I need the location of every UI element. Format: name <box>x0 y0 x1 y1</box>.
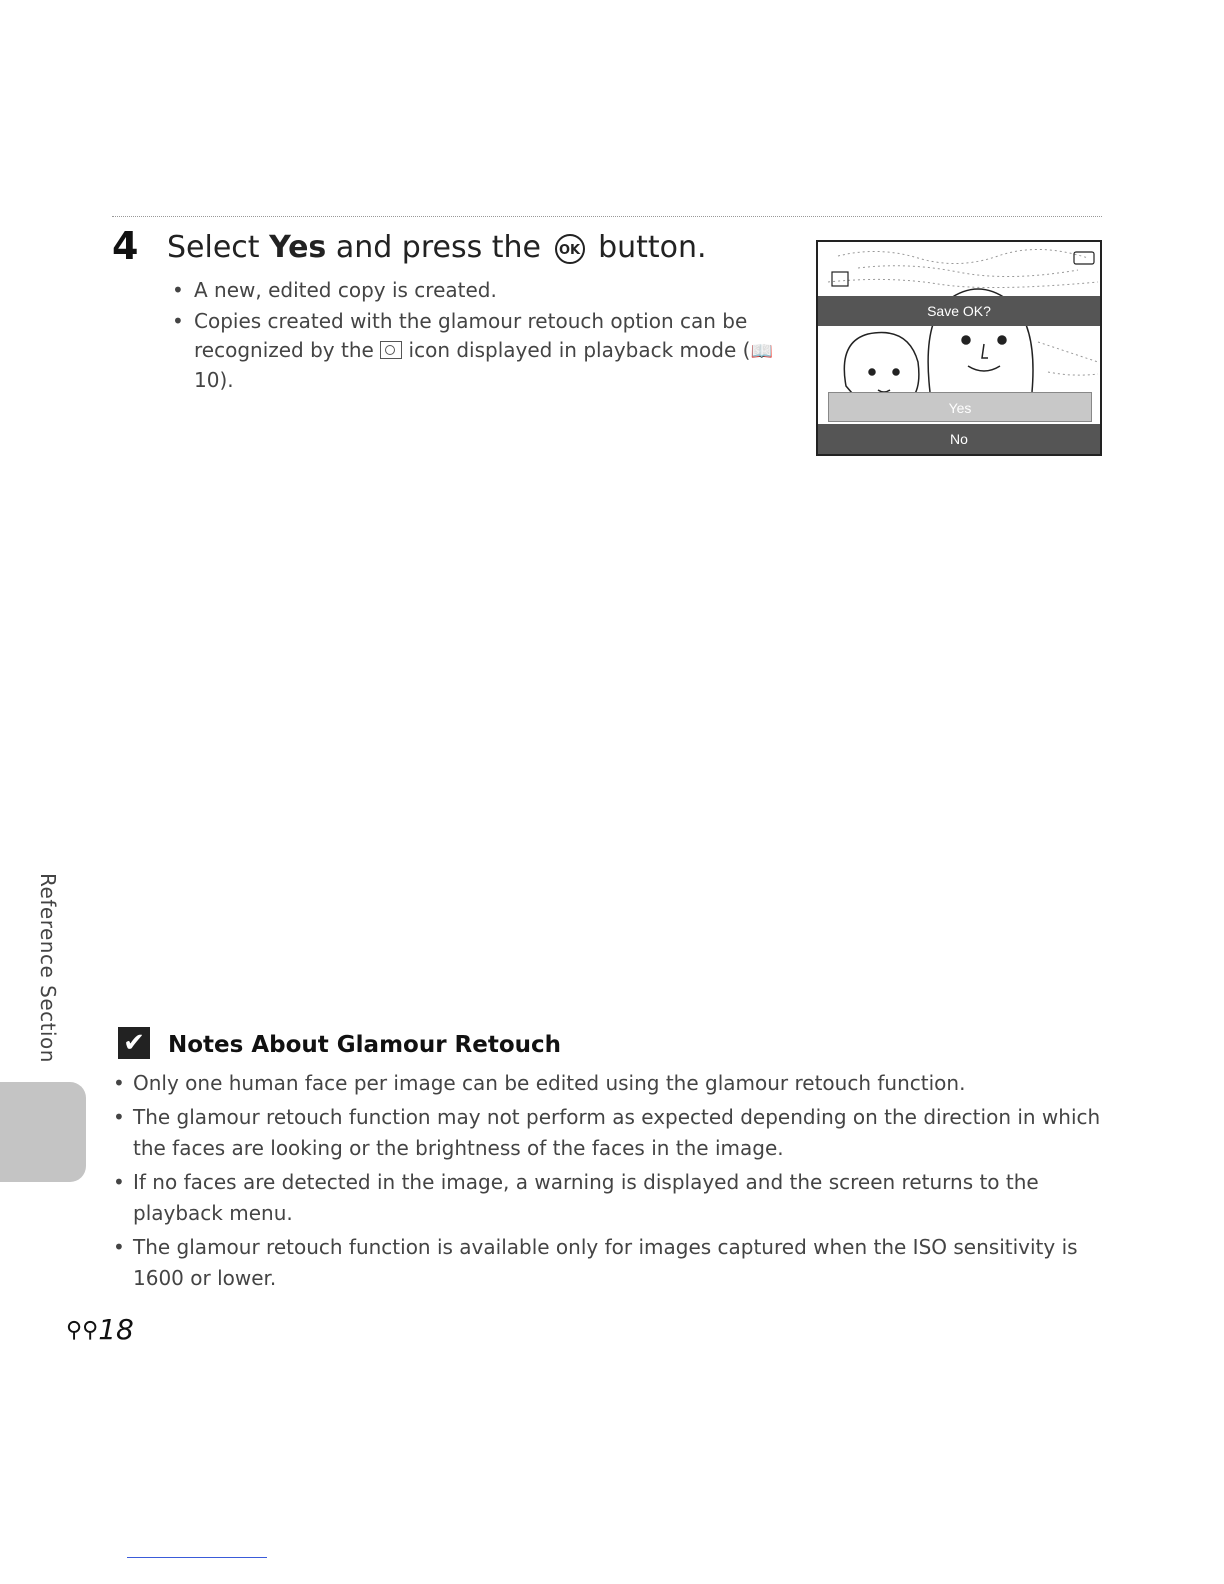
bullet-text: A new, edited copy is created. <box>194 278 497 302</box>
note-text: Only one human face per image can be edited using the glamour retouch function. <box>133 1071 966 1095</box>
page-reference: 10 <box>194 368 220 392</box>
list-item <box>113 1068 1108 1099</box>
option-no[interactable]: No <box>818 424 1100 454</box>
page-number-text: 18 <box>98 1313 134 1346</box>
note-text: The glamour retouch function is available only for images captured when the ISO sensitivity is 1600 or lower. <box>133 1235 1078 1290</box>
note-text: The glamour retouch function may not perform as expected depending on the direction in which the faces are looking or the brightness of the faces in the image. <box>133 1105 1101 1160</box>
bullet-dot: • <box>113 1235 125 1259</box>
option-yes[interactable]: Yes <box>828 392 1092 422</box>
step-bullets <box>170 276 780 397</box>
step-title-text: and press the <box>326 230 551 265</box>
bullet-dot: • <box>113 1071 125 1095</box>
bullet-text: Copies created with the glamour retouch option can be recognized by the <box>194 309 748 362</box>
save-prompt: Save OK? <box>818 296 1100 326</box>
notes-list <box>113 1068 1108 1297</box>
bullet-text: icon displayed in playback mode ( <box>402 338 751 362</box>
step-number: 4 <box>112 224 139 268</box>
bullet-dot: • <box>113 1105 125 1129</box>
step-title-text: Select <box>167 230 270 265</box>
bullet-dot: • <box>113 1170 125 1194</box>
note-text: If no faces are detected in the image, a warning is displayed and the screen returns to the playback menu. <box>133 1170 1039 1225</box>
book-reference-icon: 📖 <box>750 341 773 362</box>
step-title <box>167 228 707 268</box>
bullet-dot: • <box>172 309 184 333</box>
bottom-link-line <box>127 1557 267 1558</box>
bullet-text: ). <box>219 368 234 392</box>
camera-screen <box>816 240 1102 456</box>
ok-button-icon: OK <box>555 234 585 264</box>
step-title-yes: Yes <box>269 230 327 265</box>
bullet-dot: • <box>172 278 184 302</box>
section-tab-marker <box>0 1082 86 1182</box>
page-number <box>66 1312 134 1349</box>
section-tab-label: Reference Section <box>36 873 60 1063</box>
top-dotted-rule <box>112 216 1102 217</box>
list-item <box>113 1167 1108 1229</box>
list-item <box>113 1102 1108 1164</box>
checkmark-icon: ✔ <box>118 1027 150 1059</box>
step-title-text: button. <box>588 230 707 265</box>
reference-section-icon: ⚲⚲ <box>66 1318 99 1343</box>
glamour-retouch-icon <box>380 341 402 359</box>
list-item <box>170 307 780 395</box>
list-item <box>170 276 780 305</box>
notes-title: Notes About Glamour Retouch <box>168 1032 562 1058</box>
list-item <box>113 1232 1108 1294</box>
